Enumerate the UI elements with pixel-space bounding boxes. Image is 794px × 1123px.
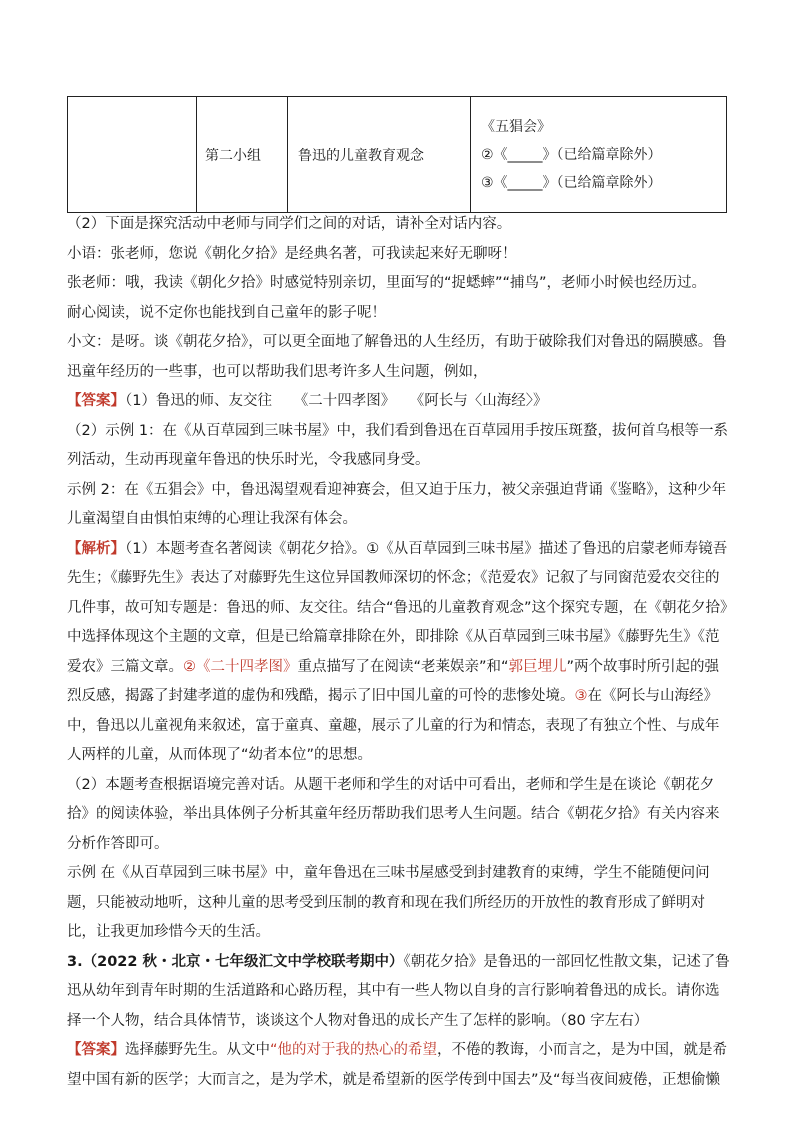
analysis-example: 示例 在《从百草园到三味书屋》中，童年鲁迅在三味书屋感受到封建教育的束缚，学生不能随便问问题，只能被动地听，这种儿童的思考受到压制的教育和现在我们所经历的开放性的教育形成了鲜明对比，让我更加珍惜今天的生活。	[67, 865, 710, 940]
article-line-1: 《五猖会》	[481, 118, 551, 135]
table-cell-topic: 鲁迅的儿童教育观念	[288, 97, 471, 213]
question-3-answer	[67, 1036, 731, 1095]
article-line-3: ③《_____》（已给篇章除外）	[481, 174, 662, 191]
analysis-text-d: 在《阿长与山海经》中，鲁迅以儿童视角来叙述，富于童真、童趣，展示了儿童的行为和情态，表现了有独立个性、与成年人两样的儿童，从而体现了“幼者本位”的思想。	[67, 688, 720, 763]
table-cell-empty	[68, 97, 197, 213]
question-text: 《朝花夕拾》是鲁迅的一部回忆性散文集，记述了鲁迅从幼年到青年时期的生活道路和心路历程，其中有一些人物以自身的言行影响着鲁迅的成长。请你选择一个人物，结合具体情节，谈谈这个人物对鲁迅的成长产生了怎样的影响。（80 字左右）	[67, 953, 730, 1029]
analysis-part-2: （2）本题考查根据语境完善对话。从题干老师和学生的对话中可看出，老师和学生是在谈论《朝花夕拾》的阅读体验，举出具体例子分析其童年经历帮助我们思考人生问题。结合《朝花夕拾》有关内容来分析作答即可。	[67, 776, 720, 852]
question-number: 3.	[67, 953, 83, 970]
analysis-red-1: ②《二十四孝图》	[183, 658, 298, 675]
answer-3-red: “他的对于我的热心的希望	[270, 1042, 438, 1058]
table-cell-articles	[471, 97, 727, 213]
analysis-text-b: 重点描写了在阅读“老莱娱亲”和“	[297, 658, 509, 675]
dialogue-xiaowen: 小文：是呀。谈《朝花夕拾》，可以更全面地了解鲁迅的人生经历，有助于破除我们对鲁迅的隔膜感。鲁迅童年经历的一些事，也可以帮助我们思考许多人生问题，例如，	[67, 334, 727, 380]
answer-3-text-a: 选择藤野先生。从文中	[125, 1042, 270, 1058]
answer-3-text-b: ，不倦的教诲，小而言之，是为中国，就是希望中国有新的医学；大而言之，是为学术，就是希望新的医学传到中国去”及“每当夜间疲倦，正想偷懒	[67, 1042, 728, 1088]
dialogue-xiaoyu: 小语：张老师，您说《朝化夕拾》是经典名著，可我读起来好无聊呀！	[67, 245, 517, 262]
dialogue-teacher-cont: 耐心阅读，说不定你也能找到自己童年的影子呢！	[67, 304, 386, 321]
analysis-text-a: （1）本题考查名著阅读《朝花夕拾》。①《从百草园到三味书屋》描述了鲁迅的启蒙老师寿镜吾先生；《藤野先生》表达了对藤野先生这位异国教师深切的怀念；《范爱农》记叙了与同窗范爱农交往的几件事，故可知专题是：鲁迅的师、友交往。结合“鲁迅的儿童教育观念”这个探究专题，在《朝花夕拾》中选择体现这个主题的文章，但是已给篇章排除在外，即排除《从百草园到三味书屋》《藤野先生》《范爱农》三篇文章。	[67, 540, 728, 675]
example-1: （2）示例 1：在《从百草园到三味书屋》中，我们看到鲁迅在百草园用手按压斑蝥，拔何首乌根等一系列活动，生动再现童年鲁迅的快乐时光，令我感同身受。	[67, 422, 729, 468]
example-2: 示例 2：在《五猖会》中，鲁迅渴望观看迎神赛会，但又迫于压力，被父亲强迫背诵《鉴略》，这种少年儿童渴望自由惧怕束缚的心理让我深有体会。	[67, 481, 727, 527]
inquiry-table	[67, 96, 727, 213]
analysis-tag: 【解析】	[67, 540, 125, 557]
table-row	[68, 97, 727, 213]
question-source: （2022 秋・北京・七年级汇文中学校联考期中）	[82, 953, 404, 970]
analysis-red-3: ③	[574, 688, 588, 704]
question-3	[67, 948, 731, 1037]
answer-text: （1）鲁迅的师、友交往 《二十四孝图》 《阿长与〈山海经〉》	[125, 393, 548, 409]
document-body	[67, 210, 731, 1095]
table-cell-group: 第二小组	[197, 97, 288, 213]
question-2-prompt: （2）下面是探究活动中老师与同学们之间的对话，请补全对话内容。	[67, 216, 512, 232]
answer-tag: 【答案】	[67, 393, 125, 409]
dialogue-teacher: 张老师：哦，我读《朝化夕拾》时感觉特别亲切，里面写的“捉蟋蟀”“捕鸟”，老师小时候也经历过。	[67, 275, 707, 291]
answer-paragraph	[67, 387, 731, 417]
article-line-2: ②《_____》（已给篇章除外）	[481, 146, 662, 163]
answer-tag-3: 【答案】	[67, 1042, 125, 1058]
analysis-paragraph	[67, 535, 731, 771]
analysis-red-2: 郭巨埋儿	[508, 658, 567, 675]
analysis-text-c: ”两个故事时所引起的强烈反感，揭露了封建孝道的虚伪和残酷，揭示了旧中国儿童的可怜的悲惨处境。	[67, 658, 720, 704]
